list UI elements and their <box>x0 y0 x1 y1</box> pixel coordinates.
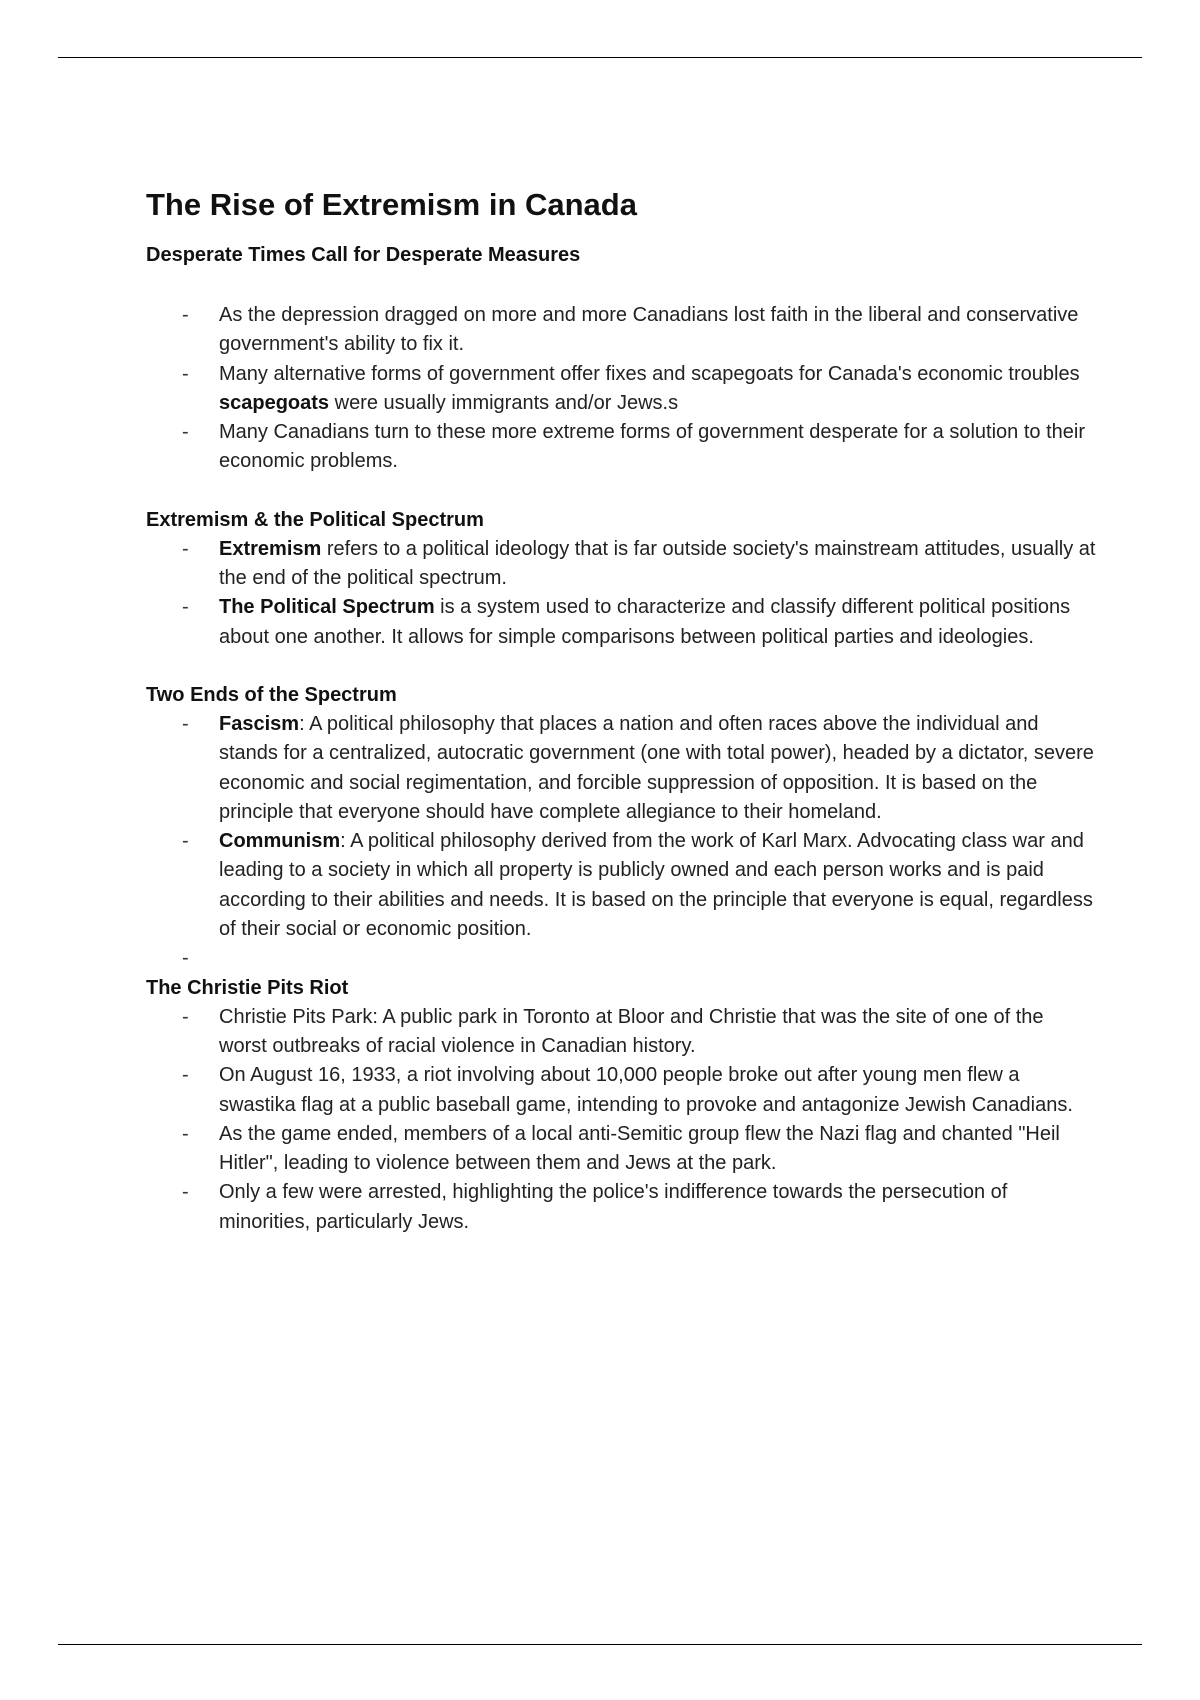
section-heading: Extremism & the Political Spectrum <box>146 508 484 531</box>
list-item: - Many Canadians turn to these more extreme forms of government desperate for a solution to their economic problems. <box>146 418 1096 477</box>
section-list <box>146 1003 1096 1237</box>
bold-term: scapegoats <box>219 391 330 414</box>
list-item <box>146 593 1096 652</box>
intro-list <box>146 301 1096 477</box>
item-text: Many alternative forms of government offer fixes and scapegoats for Canada's economic troubles <box>219 362 1080 385</box>
list-item <box>146 827 1096 944</box>
list-item <box>146 535 1096 594</box>
list-item: - Only a few were arrested, highlighting the police's indifference towards the persecution of minorities, particularly Jews. <box>146 1178 1096 1237</box>
page-subtitle: Desperate Times Call for Desperate Measures <box>146 244 581 266</box>
bold-term: Fascism <box>219 712 300 735</box>
bold-term: Extremism <box>219 537 322 560</box>
list-item: - Christie Pits Park: A public park in Toronto at Bloor and Christie that was the site of one of the worst outbreaks of racial violence in Canadian history. <box>146 1003 1096 1062</box>
item-text <box>219 947 225 969</box>
list-item: - As the depression dragged on more and more Canadians lost faith in the liberal and conservative government's ability to fix it. <box>146 301 1096 360</box>
list-item <box>146 360 1096 419</box>
section-gap <box>146 652 1096 681</box>
section-gap <box>146 477 1096 506</box>
item-text: were usually immigrants and/or Jews.s <box>329 391 679 414</box>
list-item: - As the game ended, members of a local anti-Semitic group flew the Nazi flag and chanted "Heil Hitler", leading to violence between them and Jews at the park. <box>146 1120 1096 1179</box>
list-item <box>146 944 1096 973</box>
section-list <box>146 710 1096 974</box>
item-text: refers to a political ideology that is far outside society's mainstream attitudes, usually at the end of the political spectrum. <box>219 537 1096 590</box>
list-item: - On August 16, 1933, a riot involving about 10,000 people broke out after young men flew a swastika flag at a public baseball game, intending to provoke and antagonize Jewish Canadians. <box>146 1061 1096 1120</box>
section-list <box>146 535 1096 652</box>
bottom-rule <box>58 1644 1142 1645</box>
section-heading: The Christie Pits Riot <box>146 976 349 999</box>
list-item <box>146 710 1096 827</box>
bold-term: Communism <box>219 830 341 853</box>
top-rule <box>58 57 1142 58</box>
item-text: : A political philosophy that places a nation and often races above the individual and stands for a centralized, autocratic government (one with total power), headed by a dictator, severe economic and social regimentation, and forcible suppression of opposition. It is based on the principle that everyone should have complete allegiance to their homeland. <box>219 712 1094 823</box>
document-body <box>146 185 1096 1237</box>
section-heading: Two Ends of the Spectrum <box>146 683 397 706</box>
bold-term: The Political Spectrum <box>219 596 435 619</box>
page-title: The Rise of Extremism in Canada <box>146 187 637 222</box>
item-text: : A political philosophy derived from the work of Karl Marx. Advocating class war and leading to a society in which all property is publicly owned and each person works and is paid according to their abilities and needs. It is based on the principle that everyone is equal, regardless of their social or economic position. <box>219 830 1093 941</box>
item-text: is a system used to characterize and classify different political positions about one another. It allows for simple comparisons between political parties and ideologies. <box>219 596 1071 648</box>
